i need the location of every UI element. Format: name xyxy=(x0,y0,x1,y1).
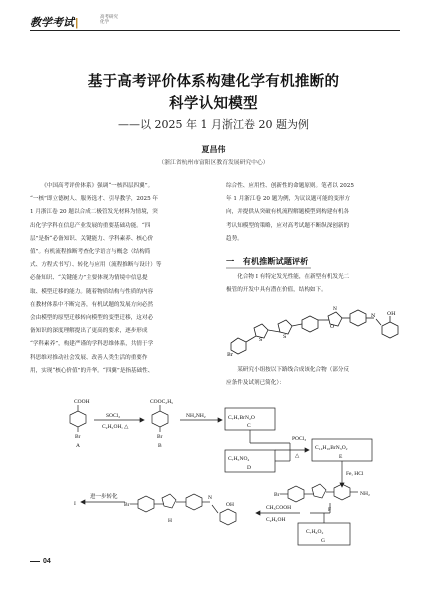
svg-text:S: S xyxy=(259,337,263,343)
left-column-line: 取、模型迁移的能力。随着物质结构与性质的内容 xyxy=(30,288,154,295)
svg-text:POCl₃: POCl₃ xyxy=(292,436,307,442)
right-column-top-line: 考认知模型的策略，应对高考试题不断纵深创新的 xyxy=(226,222,350,229)
svg-text:SOCl₂: SOCl₂ xyxy=(106,413,121,419)
left-column-line: 会由模型的原型迁移转向模型的变型迁移，这对必 xyxy=(30,315,154,322)
svg-text:CH₃COOH: CH₃COOH xyxy=(266,505,292,511)
svg-text:N: N xyxy=(333,307,337,312)
left-column-line: 科思维对推动社会发展、改善人类生活的重要作 xyxy=(30,354,148,361)
compound-B-ring xyxy=(152,411,168,427)
svg-text:N: N xyxy=(208,495,212,501)
right-column-text-mid xyxy=(226,271,400,297)
left-column-line: 备知识的深度理解提出了更高的要求，逐步形成 xyxy=(30,328,148,335)
section-underline xyxy=(226,267,400,270)
left-column-line: 层”是指“必备知识、关键能力、学科素养、核心价 xyxy=(30,235,154,242)
svg-text:H: H xyxy=(168,518,172,524)
svg-text:D: D xyxy=(247,465,251,471)
right-column-top-line: 向，并提供从突破有机流程解题模型到构建有机各 xyxy=(226,209,350,216)
page-footer xyxy=(30,558,51,565)
svg-text:O: O xyxy=(330,324,335,330)
svg-text:Br: Br xyxy=(157,434,163,440)
svg-text:C₁₄H₁₀BrN₃O₂: C₁₄H₁₀BrN₃O₂ xyxy=(315,445,348,451)
svg-text:NH₂: NH₂ xyxy=(360,491,370,497)
left-column-line: 1 月浙江卷 20 题以合成二极管发光材料为情境，突 xyxy=(30,209,158,216)
right-column-top-line: 趋势。 xyxy=(226,235,243,242)
svg-text:N: N xyxy=(371,313,376,319)
compound-A-ring xyxy=(70,411,86,427)
article-subtitle: ——以 2025 年 1 月浙江卷 20 题为例 xyxy=(118,118,309,131)
svg-text:进一步转化: 进一步转化 xyxy=(90,494,118,500)
left-column-text xyxy=(30,180,210,378)
left-column-line: 《中国高考评价体系》强调“一核四层四翼”。 xyxy=(41,183,154,189)
header-rule xyxy=(30,30,400,31)
left-column-line: 值”。有机流程推断考查化学语言与概念（结构简 xyxy=(30,249,151,256)
svg-text:OH: OH xyxy=(387,311,396,317)
synthesis-scheme xyxy=(30,395,400,550)
svg-text:E: E xyxy=(339,454,343,460)
svg-text:Br: Br xyxy=(75,434,81,440)
svg-text:G: G xyxy=(321,538,325,544)
svg-text:Br: Br xyxy=(227,352,234,358)
svg-text:Br: Br xyxy=(124,502,130,508)
right-column-low-line: 应条件及试剂已简化）： xyxy=(226,380,285,387)
svg-text:COOH: COOH xyxy=(74,399,90,405)
journal-subcategory: 高考研究 化学 xyxy=(100,14,118,24)
left-column-line: 必备知识、“关键能力”主要体现为情境中信息提 xyxy=(30,275,148,282)
svg-text:A: A xyxy=(76,443,80,449)
journal-category: 教学考试| xyxy=(30,17,79,29)
svg-text:C₂H₅OH: C₂H₅OH xyxy=(266,517,286,523)
svg-text:C₇H₅NO₄: C₇H₅NO₄ xyxy=(228,456,250,462)
right-column-low-line: 某研究小组按以下路线合成该化合物（部分反 xyxy=(237,367,350,373)
article-title-line-1: 基于高考评价体系构建化学有机推断的 xyxy=(87,74,340,90)
svg-text:C: C xyxy=(247,423,251,429)
svg-text:B: B xyxy=(158,443,162,449)
svg-text:Fe, HCl: Fe, HCl xyxy=(346,471,364,477)
section-heading: 一 有机推断试题评析 xyxy=(226,256,309,266)
left-column-line: “一核”即立德树人、服务选才、引导教学，2025 年 xyxy=(30,196,159,203)
article-title-line-2: 科学认知模型 xyxy=(169,96,258,112)
svg-text:I: I xyxy=(74,501,76,507)
svg-text:C₂H₅OH, △: C₂H₅OH, △ xyxy=(102,424,129,430)
svg-text:COOC₂H₅: COOC₂H₅ xyxy=(150,399,174,405)
right-column-text-low xyxy=(226,364,400,390)
left-column-line: 式、方程式书写）、转化与应用（流程推断与设计）等 xyxy=(30,262,162,269)
svg-text:C₇H₆O₂: C₇H₆O₂ xyxy=(306,529,324,535)
left-column-line: 用，实现“核心价值”的升华。“四翼”是指基础性、 xyxy=(30,367,154,374)
left-column-line: 出化学学科在信息产业发展的重要基础功能。“四 xyxy=(30,222,151,229)
svg-text:C₇H₇BrN₂O: C₇H₇BrN₂O xyxy=(228,415,255,421)
right-column-text-top xyxy=(226,180,400,246)
svg-text:Br: Br xyxy=(274,492,280,498)
right-column-top-line: 年 1 月浙江卷 20 题为例，为议议题可能的变形方 xyxy=(226,196,351,203)
svg-text:△: △ xyxy=(295,453,300,459)
svg-text:NH₂NH₂: NH₂NH₂ xyxy=(186,413,206,419)
right-column-top-line: 综合性、应用性、创新性的命题原则。笔者以 2025 xyxy=(226,183,354,189)
journal-header xyxy=(30,10,400,34)
page-number: 04 xyxy=(43,558,51,565)
footer-dash xyxy=(30,561,40,562)
author-name: 夏昌伟 xyxy=(201,145,226,154)
author-affiliation: （浙江省杭州市富阳区教育发展研究中心） xyxy=(158,160,269,166)
svg-text:F: F xyxy=(328,507,332,513)
left-column-line: “学科素养”，构建严谨的学科思维体系，共情于学 xyxy=(30,341,154,348)
right-column-mid-line: 极管的开发中具有潜在价值，结构如下。 xyxy=(226,287,327,294)
svg-text:S: S xyxy=(283,334,287,340)
left-column-line: 在教材体系中不断完善，有机试题的发展方向必然 xyxy=(30,301,154,308)
right-column-mid-line: 化合物 I 有特定发光性能，在新型有机发光二 xyxy=(237,274,350,280)
compound-I-structure xyxy=(226,298,406,358)
svg-text:OH: OH xyxy=(226,502,234,508)
